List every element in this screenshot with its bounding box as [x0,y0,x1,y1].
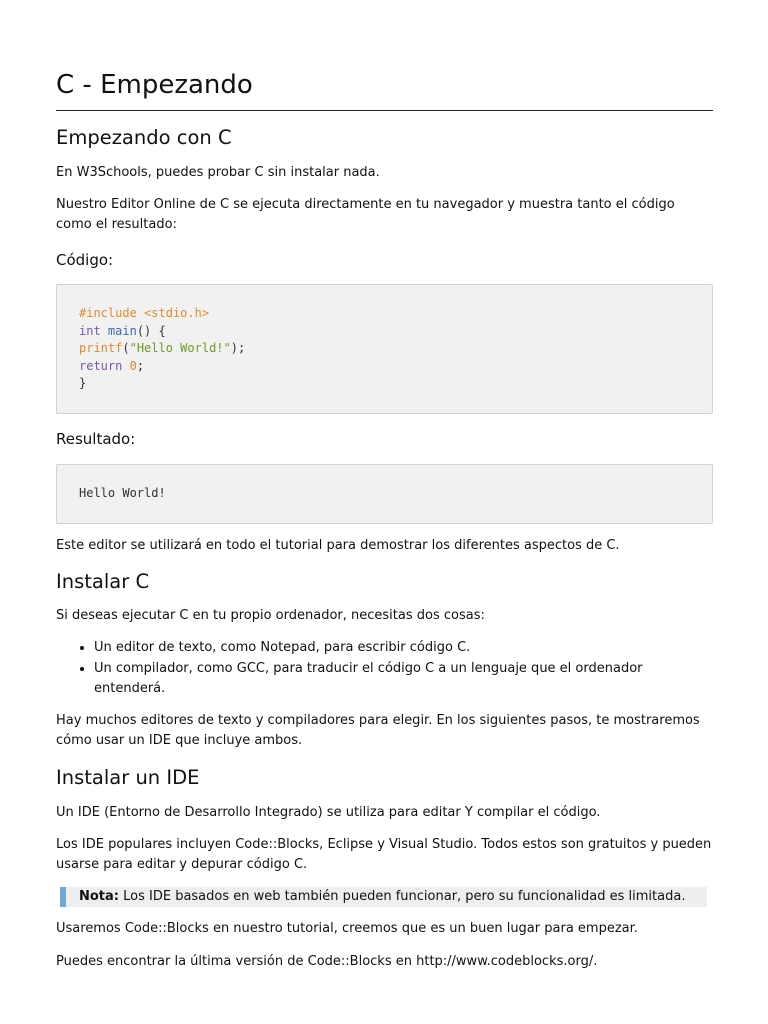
requirements-list [56,638,713,699]
code-line [79,305,690,323]
note-callout [60,887,707,907]
ide-definition-paragraph: Un IDE (Entorno de Desarrollo Integrado) se utiliza para editar Y compilar el código. [56,805,601,820]
code-keyword: return [79,358,123,373]
code-punctuation: () { [136,323,166,338]
editor-usage-paragraph: Este editor se utilizará en todo el tutorial para demostrar los diferentes aspectos de C. [56,538,620,553]
editor-paragraph: Nuestro Editor Online de C se ejecuta directamente en tu navegador y muestra tanto el código como el resultado: [56,197,675,232]
code-example-block [56,284,713,414]
codeblocks-paragraph: Usaremos Code::Blocks en nuestro tutorial, creemos que es un buen lugar para empezar. [56,921,638,936]
section-heading-install-c: Instalar C [56,570,150,593]
code-preprocessor: #include <stdio.h> [79,306,210,320]
code-punctuation: ; [136,358,145,373]
list-item: • Un compilador, como GCC, para traducir el código C a un lenguaje que el ordenador entenderá. [94,659,713,699]
note-label: Nota: [79,889,119,904]
code-line [79,358,690,376]
code-function-name: main [107,323,137,338]
codeblocks-download-paragraph: Puedes encontrar la última versión de Code::Blocks en http://www.codeblocks.org/. [56,954,598,969]
note-text: Los IDE basados en web también pueden funcionar, pero su funcionalidad es limitada. [119,889,686,904]
result-output: Hello World! [79,485,166,500]
editors-paragraph: Hay muchos editores de texto y compiladores para elegir. En los siguientes pasos, te mostraremos cómo usar un IDE que incluye ambos. [56,713,700,748]
code-punctuation: ); [230,341,246,355]
code-keyword: int [79,323,101,338]
code-string: "Hello World!" [129,341,231,355]
code-line [79,375,690,393]
code-number: 0 [129,358,137,373]
code-label: Código: [56,251,114,269]
list-item: • Un editor de texto, como Notepad, para escribir código C. [94,638,713,658]
code-punctuation: } [79,376,87,390]
requirements-paragraph: Si deseas ejecutar C en tu propio ordenador, necesitas dos cosas: [56,608,485,623]
code-punctuation: ( [122,341,130,355]
result-output-block [56,464,713,525]
code-function-call: printf [79,341,123,355]
section-heading-install-ide: Instalar un IDE [56,766,200,789]
intro-paragraph: En W3Schools, puedes probar C sin instalar nada. [56,165,380,180]
page-title: C - Empezando [56,0,713,111]
popular-ides-paragraph: Los IDE populares incluyen Code::Blocks, Eclipse y Visual Studio. Todos estos son gratuitos y pueden usarse para editar y depurar código C. [56,837,712,872]
result-label: Resultado: [56,429,136,448]
code-line [79,323,690,341]
code-line [79,340,690,358]
section-heading-getting-started: Empezando con C [56,126,232,149]
